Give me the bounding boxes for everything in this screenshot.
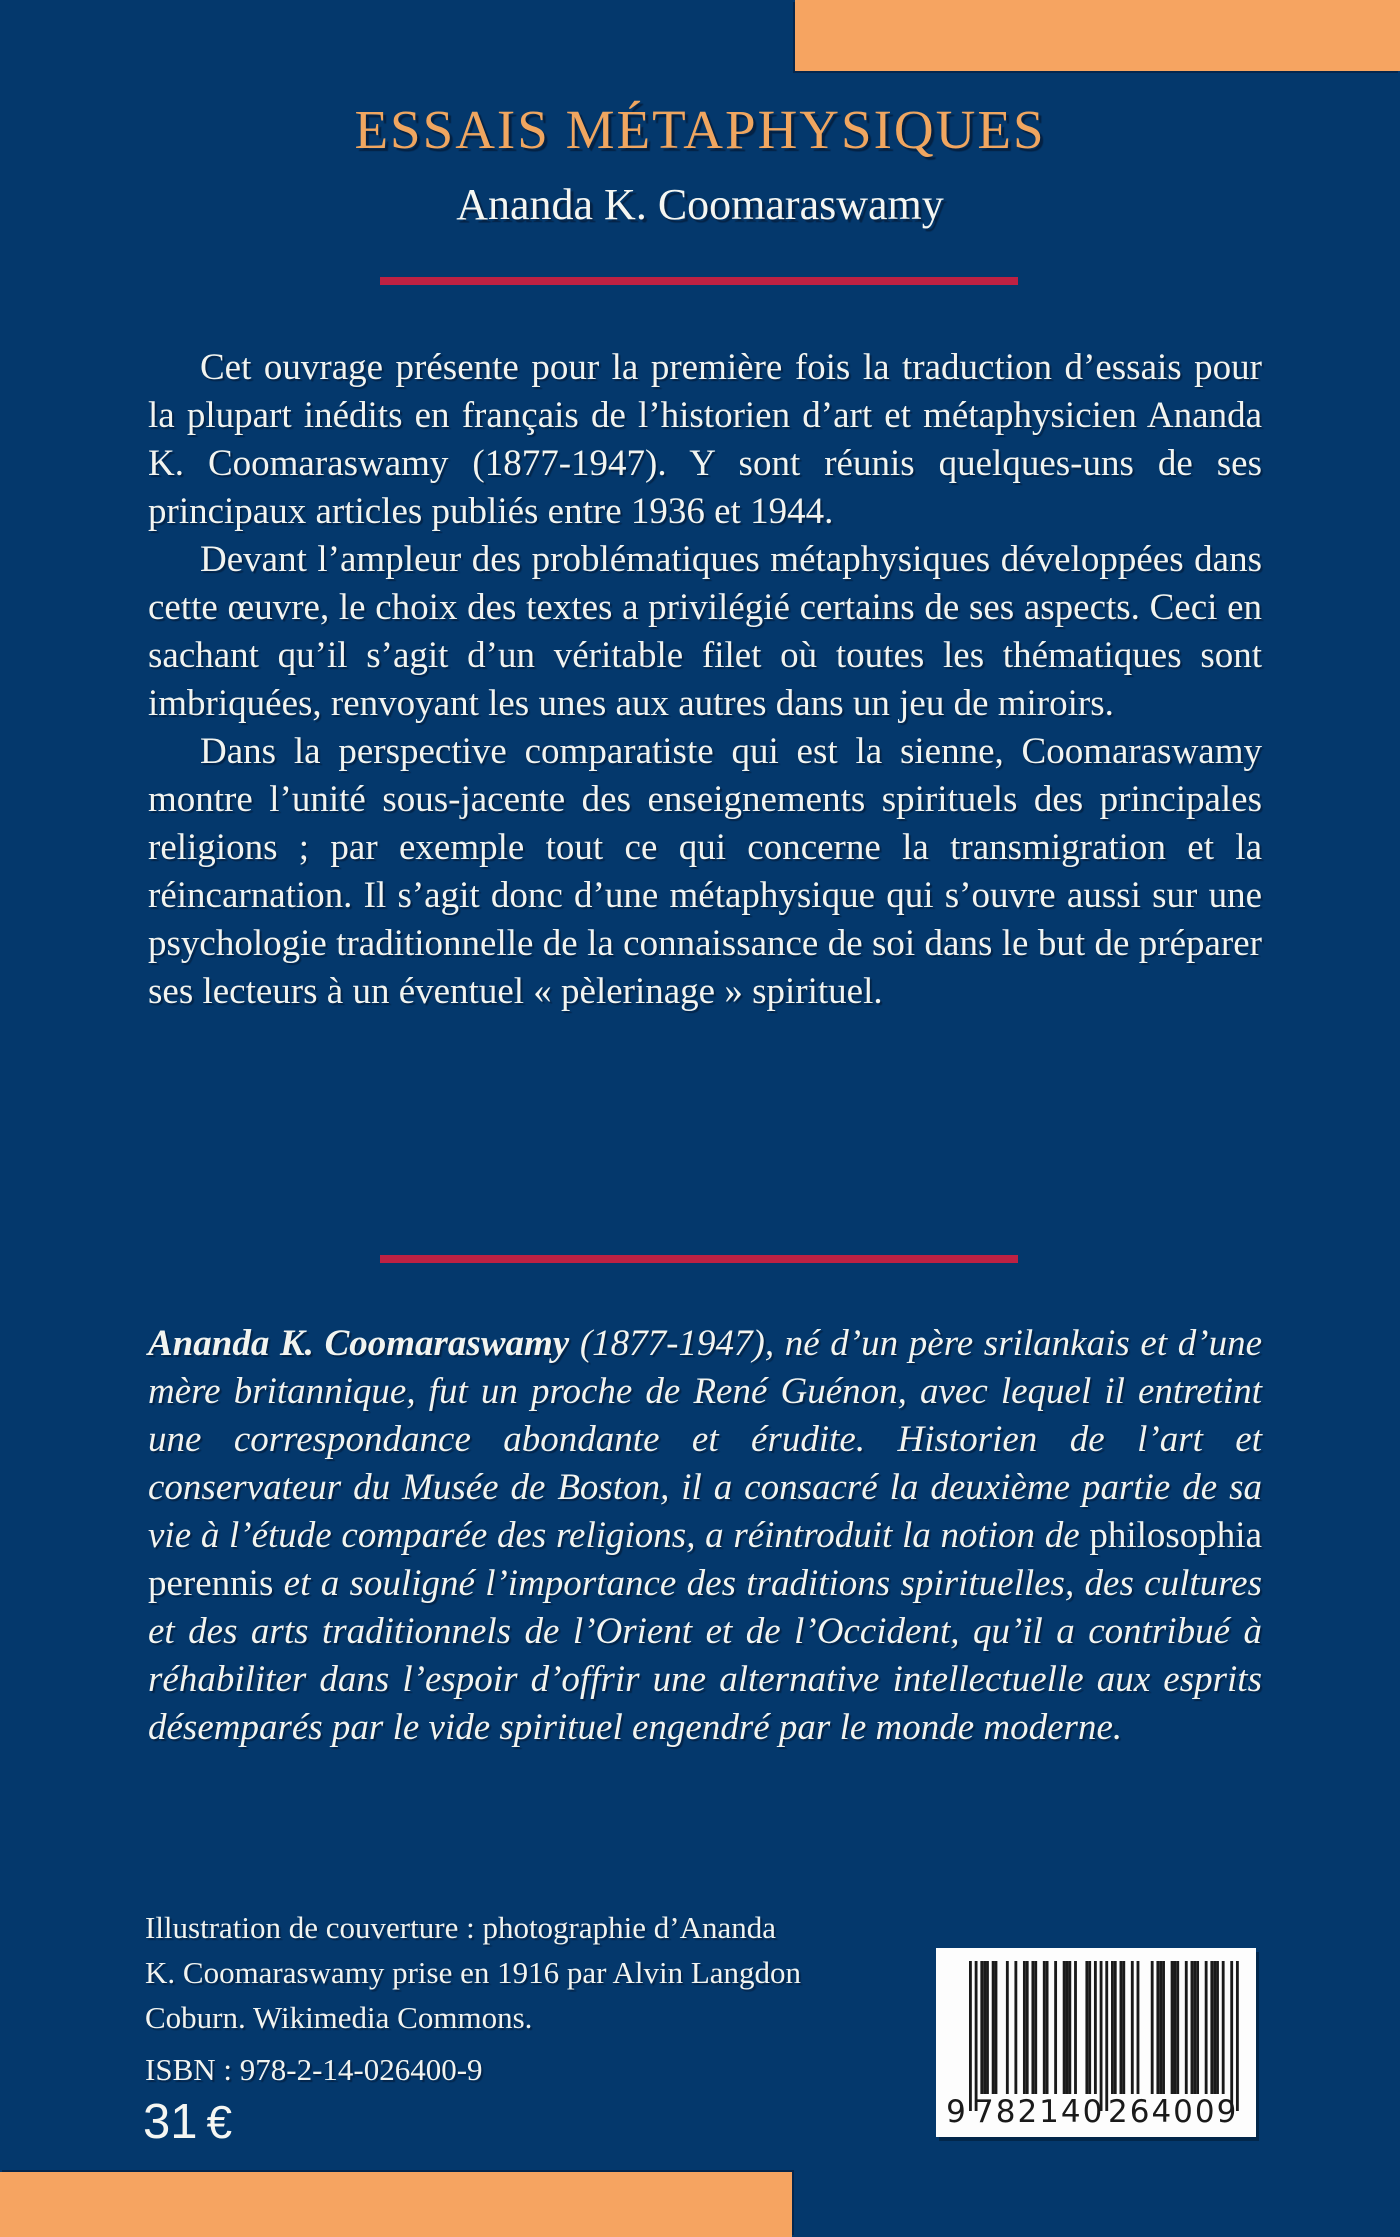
isbn-text: ISBN : 978-2-14-026400-9 bbox=[145, 2052, 483, 2087]
book-author-name: Ananda K. Coomaraswamy bbox=[456, 180, 944, 229]
blurb-paragraph-2: Devant l’ampleur des problématiques métaphysiques développées dans cette œuvre, le choix des textes a privilégié certains de ses aspects. Ceci en sachant qu’il s’agit d’un véritable filet où toutes les thématiques sont imbriquées, renvoyant les unes aux autres dans un jeu de miroirs. bbox=[148, 539, 1262, 724]
credit-line: Illustration de couverture : photographie d’Ananda bbox=[145, 1910, 776, 1945]
bio-segment: et a souligné l’importance des traditions spirituelles, des cultures et des arts traditionnels de l’Orient et de l’Occident, qu’il a contribué à réhabiliter dans l’espoir d’offrir une alternative intellectuelle aux esprits désemparés par le vide spirituel engendré par le monde moderne. bbox=[148, 1563, 1262, 1748]
bio-segment: Ananda K. Coomaraswamy bbox=[148, 1323, 580, 1364]
cover-illustration-credit bbox=[145, 1905, 865, 2040]
cover-accent-top-block bbox=[795, 0, 1400, 71]
bio-segment: philosophia perennis bbox=[148, 1515, 1262, 1604]
cover-accent-bottom-strip bbox=[0, 2172, 792, 2237]
back-cover-blurb bbox=[148, 344, 1262, 1016]
author-bio bbox=[148, 1320, 1262, 1752]
euro-currency-sign: € bbox=[206, 2096, 233, 2148]
book-title: ESSAIS MÉTAPHYSIQUES bbox=[354, 99, 1046, 160]
blurb-paragraph-3: Dans la perspective comparatiste qui est la sienne, Coomaraswamy montre l’unité sous-jacente des enseignements spirituels des principales religions ; par exemple tout ce qui concerne la transmigration et la réincarnation. Il s’agit donc d’une métaphysique qui s’ouvre aussi sur une psychologie traditionnelle de la connaissance de soi dans le but de préparer ses lecteurs à un éventuel « pèlerinage » spirituel. bbox=[148, 731, 1262, 1012]
ean13-barcode bbox=[936, 1948, 1256, 2137]
barcode-digit-leading: 9 bbox=[946, 2094, 966, 2130]
price-value: 31 bbox=[143, 2095, 198, 2149]
credit-line: Coburn. Wikimedia Commons. bbox=[145, 2000, 533, 2035]
red-divider-top bbox=[380, 277, 1018, 285]
credit-line: K. Coomaraswamy prise en 1916 par Alvin Langdon bbox=[145, 1955, 802, 1990]
barcode-digit-group: 264009 bbox=[1108, 2094, 1239, 2130]
blurb-paragraph-1: Cet ouvrage présente pour la première fois la traduction d’essais pour la plupart inédits en français de l’historien d’art et métaphysicien Ananda K. Coomaraswamy (1877-1947). Y sont réunis quelques-uns de ses principaux articles publiés entre 1936 et 1944. bbox=[148, 347, 1262, 532]
red-divider-bottom bbox=[380, 1255, 1018, 1263]
barcode-digits bbox=[936, 2094, 1256, 2134]
bio-segment: (1877-1947), né d’un père srilankais et d’une mère britannique, fut un proche de René Guénon, avec lequel il entretint une correspondance abondante et érudite. Historien de l’art et conservateur du Musée de Boston, il a consacré la deuxième partie de sa vie à l’étude comparée des religions, a réintroduit la notion de bbox=[148, 1323, 1262, 1556]
price-text bbox=[143, 2094, 232, 2150]
barcode-digit-group: 782140 bbox=[974, 2094, 1105, 2130]
